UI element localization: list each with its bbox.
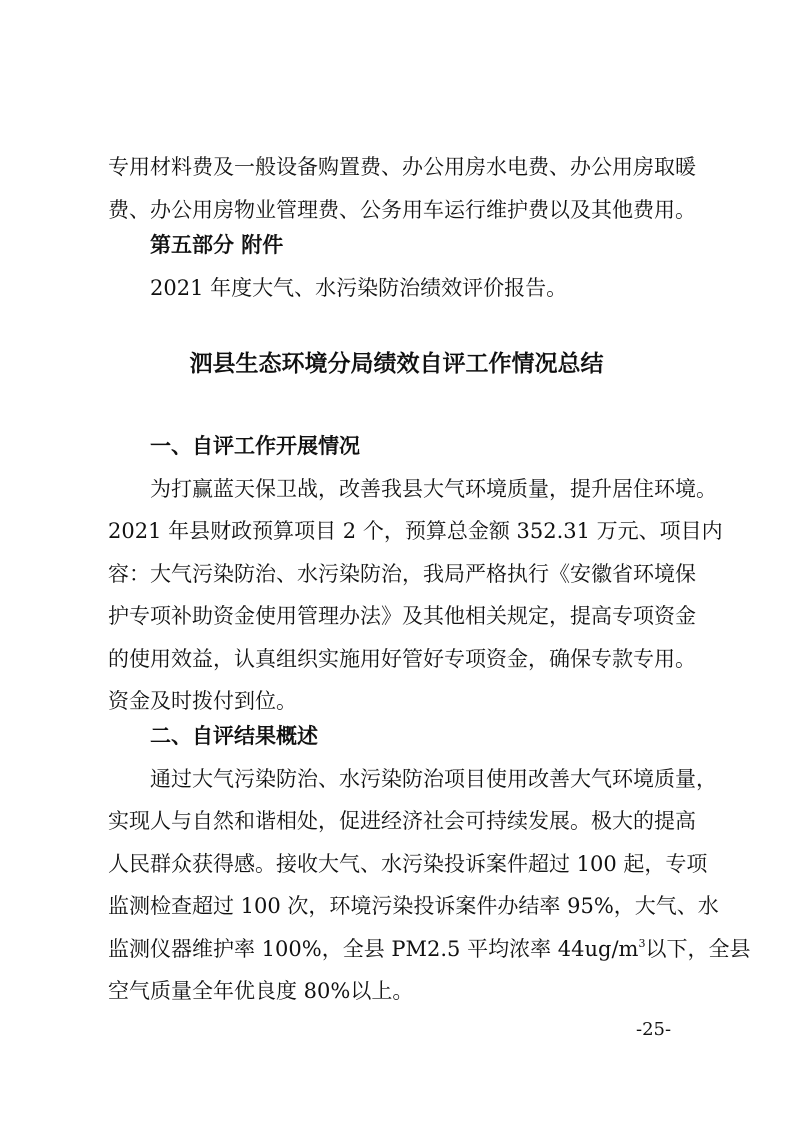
report-title: 泗县生态环境分局绩效自评工作情况总结	[189, 351, 604, 377]
section1-line-2: 2021 年县财政预算项目 2 个，预算总金额 352.31 万元、项目内	[108, 519, 723, 543]
section1-heading: 一、自评工作开展情况	[150, 434, 360, 458]
section1-line-4: 护专项补助资金使用管理办法》及其他相关规定，提高专项资金	[108, 604, 696, 628]
section1-line-3: 容：大气污染防治、水污染防治，我局严格执行《安徽省环境保	[108, 562, 696, 586]
intro-line-2: 费、办公用房物业管理费、公务用车运行维护费以及其他费用。	[108, 198, 696, 222]
section2-line-3: 人民群众获得感。接收大气、水污染投诉案件超过 100 起，专项	[108, 852, 708, 876]
section2-line-6: 空气质量全年优良度 80%以上。	[108, 979, 414, 1003]
section2-line-5-tail: 以下，全县	[645, 937, 751, 961]
section2-line-5-text: 监测仪器维护率 100%，全县 PM2.5 平均浓率 44ug/m	[108, 937, 639, 961]
section1-line-5: 的使用效益，认真组织实施用好管好专项资金，确保专款专用。	[108, 647, 696, 671]
section2-line-1: 通过大气污染防治、水污染防治项目使用改善大气环境质量，	[150, 767, 717, 791]
section2-heading: 二、自评结果概述	[150, 724, 318, 748]
attachment-line: 2021 年度大气、水污染防治绩效评价报告。	[150, 276, 568, 300]
section2-line-4: 监测检查超过 100 次，环境污染投诉案件办结率 95%，大气、水	[108, 894, 719, 918]
section1-line-1: 为打赢蓝天保卫战，改善我县大气环境质量，提升居住环境。	[150, 477, 717, 501]
part5-heading: 第五部分 附件	[150, 233, 284, 257]
section1-line-6: 资金及时拨付到位。	[108, 689, 297, 713]
section2-line-2: 实现人与自然和谐相处，促进经济社会可持续发展。极大的提高	[108, 809, 696, 833]
section2-line-5	[108, 934, 751, 964]
intro-line-1: 专用材料费及一般设备购置费、办公用房水电费、办公用房取暖	[108, 155, 696, 179]
unit-superscript: 3	[638, 937, 646, 950]
page-number: -25-	[636, 1019, 672, 1040]
